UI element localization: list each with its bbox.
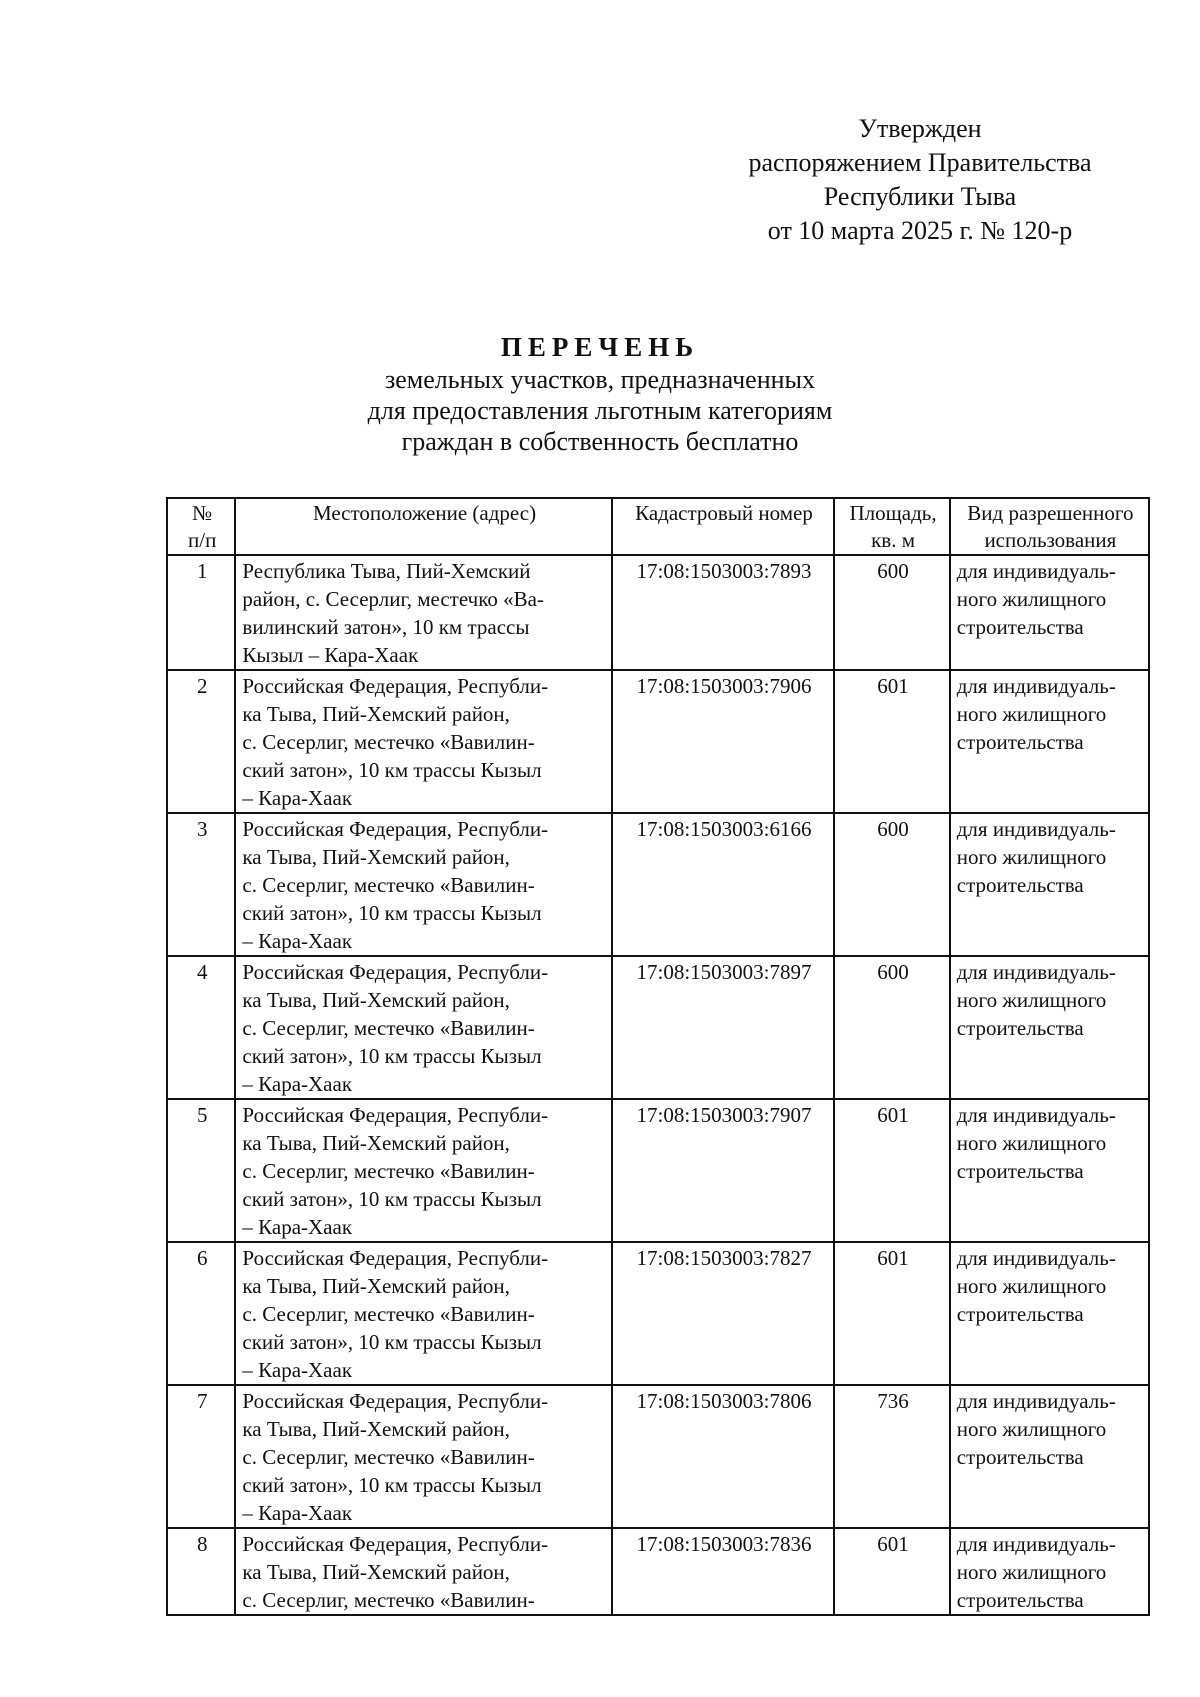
address-line: Российская Федерация, Республи- xyxy=(242,1103,549,1127)
row-address xyxy=(235,956,611,1099)
address-line: ский затон», 10 км трассы Кызыл xyxy=(242,901,542,925)
row-number: 2 xyxy=(167,670,235,813)
row-cadastral-number: 17:08:1503003:7893 xyxy=(612,555,835,670)
address-line: Российская Федерация, Республи- xyxy=(242,1532,549,1556)
row-permitted-use xyxy=(950,1385,1149,1528)
use-line: строительства xyxy=(956,1588,1084,1612)
row-area: 601 xyxy=(834,670,949,813)
row-number: 1 xyxy=(167,555,235,670)
address-line: Российская Федерация, Республи- xyxy=(242,1246,549,1270)
address-line: – Кара-Хаак xyxy=(242,1072,353,1096)
table-row xyxy=(167,670,1149,813)
table-row xyxy=(167,813,1149,956)
header-area xyxy=(834,498,949,555)
table-row xyxy=(167,1528,1149,1615)
row-number: 5 xyxy=(167,1099,235,1242)
document-title xyxy=(200,330,1000,457)
use-line: ного жилищного xyxy=(956,1417,1107,1441)
row-permitted-use xyxy=(950,813,1149,956)
header-use-line1: Вид разрешенного xyxy=(967,501,1134,525)
row-number: 7 xyxy=(167,1385,235,1528)
use-line: для индивидуаль- xyxy=(956,1246,1116,1270)
row-area: 601 xyxy=(834,1528,949,1615)
address-line: ский затон», 10 км трассы Кызыл xyxy=(242,1330,542,1354)
address-line: вилинский затон», 10 км трассы xyxy=(242,615,530,639)
address-line: – Кара-Хаак xyxy=(242,1501,353,1525)
address-line: ка Тыва, Пий-Хемский район, xyxy=(242,988,510,1012)
use-line: для индивидуаль- xyxy=(956,960,1116,984)
use-line: ного жилищного xyxy=(956,587,1107,611)
title-sub-1: земельных участков, предназначенных xyxy=(384,365,815,394)
address-line: ский затон», 10 км трассы Кызыл xyxy=(242,1044,542,1068)
address-line: с. Сесерлиг, местечко «Вавилин- xyxy=(242,1159,535,1183)
row-address xyxy=(235,813,611,956)
use-line: для индивидуаль- xyxy=(956,817,1116,841)
address-line: ский затон», 10 км трассы Кызыл xyxy=(242,1187,542,1211)
row-cadastral-number: 17:08:1503003:7836 xyxy=(612,1528,835,1615)
address-line: ка Тыва, Пий-Хемский район, xyxy=(242,702,510,726)
row-number: 3 xyxy=(167,813,235,956)
use-line: строительства xyxy=(956,730,1084,754)
address-line: ка Тыва, Пий-Хемский район, xyxy=(242,845,510,869)
row-permitted-use xyxy=(950,670,1149,813)
use-line: строительства xyxy=(956,873,1084,897)
address-line: ский затон», 10 км трассы Кызыл xyxy=(242,1473,542,1497)
address-line: – Кара-Хаак xyxy=(242,929,353,953)
address-line: Республика Тыва, Пий-Хемский xyxy=(242,559,531,583)
address-line: ка Тыва, Пий-Хемский район, xyxy=(242,1417,510,1441)
approval-line-2: распоряжением Правительства xyxy=(748,148,1092,177)
use-line: для индивидуаль- xyxy=(956,1389,1116,1413)
address-line: с. Сесерлиг, местечко «Вавилин- xyxy=(242,1016,535,1040)
row-address xyxy=(235,1242,611,1385)
row-area: 601 xyxy=(834,1242,949,1385)
approval-line-1: Утвержден xyxy=(858,114,982,143)
address-line: с. Сесерлиг, местечко «Вавилин- xyxy=(242,873,535,897)
header-area-line2: кв. м xyxy=(871,528,916,552)
title-main: ПЕРЕЧЕНЬ xyxy=(500,332,700,362)
use-line: строительства xyxy=(956,1016,1084,1040)
row-area: 600 xyxy=(834,956,949,1099)
header-address: Местоположение (адрес) xyxy=(235,498,611,555)
table-row xyxy=(167,1099,1149,1242)
use-line: строительства xyxy=(956,1159,1084,1183)
use-line: строительства xyxy=(956,1445,1084,1469)
header-area-line1: Площадь, xyxy=(849,501,937,525)
row-address xyxy=(235,555,611,670)
address-line: Кызыл – Кара-Хаак xyxy=(242,643,419,667)
title-sub-2: для предоставления льготным категориям xyxy=(367,396,833,425)
use-line: ного жилищного xyxy=(956,1131,1107,1155)
address-line: с. Сесерлиг, местечко «Вавилин- xyxy=(242,730,535,754)
approval-line-3: Республики Тыва xyxy=(823,182,1017,211)
row-cadastral-number: 17:08:1503003:6166 xyxy=(612,813,835,956)
address-line: Российская Федерация, Республи- xyxy=(242,960,549,984)
row-cadastral-number: 17:08:1503003:7806 xyxy=(612,1385,835,1528)
use-line: ного жилищного xyxy=(956,702,1107,726)
row-area: 736 xyxy=(834,1385,949,1528)
use-line: для индивидуаль- xyxy=(956,1103,1116,1127)
land-plots-table xyxy=(166,497,1150,1616)
table-row xyxy=(167,1385,1149,1528)
address-line: ка Тыва, Пий-Хемский район, xyxy=(242,1274,510,1298)
row-number: 4 xyxy=(167,956,235,1099)
row-permitted-use xyxy=(950,1242,1149,1385)
address-line: Российская Федерация, Республи- xyxy=(242,674,549,698)
row-cadastral-number: 17:08:1503003:7906 xyxy=(612,670,835,813)
row-permitted-use xyxy=(950,956,1149,1099)
use-line: строительства xyxy=(956,615,1084,639)
address-line: ка Тыва, Пий-Хемский район, xyxy=(242,1131,510,1155)
row-address xyxy=(235,1099,611,1242)
row-address xyxy=(235,1528,611,1615)
address-line: – Кара-Хаак xyxy=(242,1215,353,1239)
address-line: с. Сесерлиг, местечко «Вавилин- xyxy=(242,1302,535,1326)
row-address xyxy=(235,670,611,813)
address-line: – Кара-Хаак xyxy=(242,786,353,810)
row-area: 600 xyxy=(834,813,949,956)
address-line: – Кара-Хаак xyxy=(242,1358,353,1382)
header-cadastral: Кадастровый номер xyxy=(612,498,835,555)
row-permitted-use xyxy=(950,555,1149,670)
row-cadastral-number: 17:08:1503003:7897 xyxy=(612,956,835,1099)
header-use xyxy=(950,498,1149,555)
address-line: с. Сесерлиг, местечко «Вавилин- xyxy=(242,1445,535,1469)
row-cadastral-number: 17:08:1503003:7907 xyxy=(612,1099,835,1242)
row-permitted-use xyxy=(950,1099,1149,1242)
address-line: ский затон», 10 км трассы Кызыл xyxy=(242,758,542,782)
approval-block xyxy=(700,112,1140,248)
row-permitted-use xyxy=(950,1528,1149,1615)
use-line: ного жилищного xyxy=(956,1274,1107,1298)
use-line: ного жилищного xyxy=(956,1560,1107,1584)
use-line: строительства xyxy=(956,1302,1084,1326)
row-number: 8 xyxy=(167,1528,235,1615)
row-area: 600 xyxy=(834,555,949,670)
row-number: 6 xyxy=(167,1242,235,1385)
table-header-row xyxy=(167,498,1149,555)
address-line: район, с. Сесерлиг, местечко «Ва- xyxy=(242,587,544,611)
use-line: ного жилищного xyxy=(956,845,1107,869)
row-address xyxy=(235,1385,611,1528)
table-row xyxy=(167,555,1149,670)
address-line: с. Сесерлиг, местечко «Вавилин- xyxy=(242,1588,535,1612)
approval-line-4: от 10 марта 2025 г. № 120-р xyxy=(767,216,1073,245)
use-line: для индивидуаль- xyxy=(956,1532,1116,1556)
title-sub-3: граждан в собственность бесплатно xyxy=(401,427,799,456)
row-area: 601 xyxy=(834,1099,949,1242)
address-line: ка Тыва, Пий-Хемский район, xyxy=(242,1560,510,1584)
header-use-line2: использования xyxy=(984,528,1117,552)
header-num xyxy=(167,498,235,555)
table-row xyxy=(167,956,1149,1099)
address-line: Российская Федерация, Республи- xyxy=(242,1389,549,1413)
header-num-line1: № xyxy=(192,501,213,525)
use-line: для индивидуаль- xyxy=(956,674,1116,698)
row-cadastral-number: 17:08:1503003:7827 xyxy=(612,1242,835,1385)
use-line: ного жилищного xyxy=(956,988,1107,1012)
header-num-line2: п/п xyxy=(188,528,217,552)
table-body xyxy=(167,555,1149,1615)
use-line: для индивидуаль- xyxy=(956,559,1116,583)
table-row xyxy=(167,1242,1149,1385)
address-line: Российская Федерация, Республи- xyxy=(242,817,549,841)
